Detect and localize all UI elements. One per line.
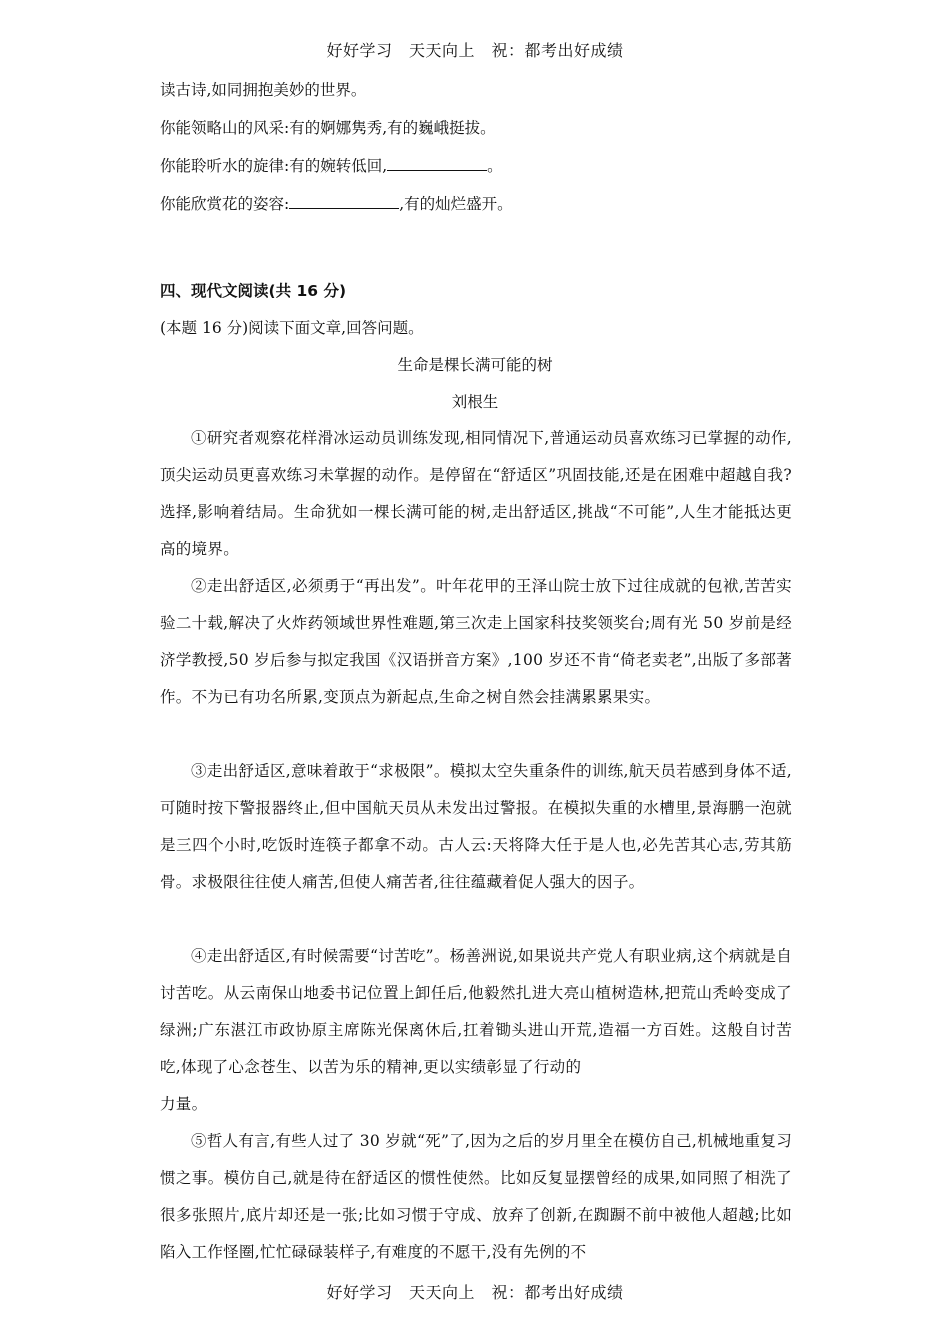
article-paragraph-3: ③走出舒适区,意味着敢于“求极限”。模拟太空失重条件的训练,航天员若感到身体不适,可随时按下警报器终止,但中国航天员从未发出过警报。在模拟失重的水槽里,景海鹏一泡就是三四个小时,吃饭时连筷子都拿不动。古人云:天将降大任于是人也,必先苦其心志,劳其筋骨。求极限往往使人痛苦,但使人痛苦者,往往蕴藏着促人强大的因子。 [160, 762, 792, 891]
answer-blank-1[interactable] [387, 155, 487, 171]
poem-line-2: 你能领略山的风采:有的婀娜隽秀,有的巍峨挺拔。 [160, 119, 496, 137]
poem-line-3 [160, 155, 800, 176]
article-author: 刘根生 [451, 393, 499, 411]
poem-line-3-text: 你能聆听水的旋律:有的婉转低回, [160, 157, 388, 175]
poem-line-4-end: ,有的灿烂盛开。 [399, 195, 513, 213]
section-instruction: (本题 16 分)阅读下面文章,回答问题。 [160, 319, 424, 337]
article-paragraph-4: ④走出舒适区,有时候需要“讨苦吃”。杨善洲说,如果说共产党人有职业病,这个病就是自讨苦吃。从云南保山地委书记位置上卸任后,他毅然扎进大亮山植树造林,把荒山秃岭变成了绿洲;广东湛江市政协原主席陈光保离休后,扛着锄头进山开荒,造福一方百姓。这般自讨苦吃,体现了心念苍生、以苦为乐的精神,更以实绩彰显了行动的 [160, 947, 792, 1076]
poem-line-3-end: 。 [487, 157, 503, 175]
article-title: 生命是棵长满可能的树 [397, 356, 553, 374]
page-header: 好好学习 天天向上 祝：都考出好成绩 [326, 41, 624, 60]
poem-line-1: 读古诗,如同拥抱美妙的世界。 [160, 81, 367, 99]
poem-line-4-text: 你能欣赏花的姿容: [160, 195, 290, 213]
article-paragraph-4-end: 力量。 [160, 1095, 208, 1113]
article-paragraph-2: ②走出舒适区,必须勇于“再出发”。叶年花甲的王泽山院士放下过往成就的包袱,苦苦实验二十载,解决了火炸药领域世界性难题,第三次走上国家科技奖领奖台;周有光 50 岁前是经济学教授,50 岁后参与拟定我国《汉语拼音方案》,100 岁还不肯“倚老卖老”,出版了多部著作。不为已有功名所累,变顶点为新起点,生命之树自然会挂满累累果实。 [160, 577, 792, 706]
article-paragraph-5: ⑤哲人有言,有些人过了 30 岁就“死”了,因为之后的岁月里全在模仿自己,机械地重复习惯之事。模仿自己,就是待在舒适区的惯性使然。比如反复显摆曾经的成果,如同照了相洗了很多张照片,底片却还是一张;比如习惯于守成、放弃了创新,在踟蹰不前中被他人超越;比如陷入工作怪圈,忙忙碌碌装样子,有难度的不愿干,没有先例的不 [160, 1132, 792, 1261]
poem-line-4 [160, 193, 800, 214]
answer-blank-2[interactable] [289, 193, 399, 209]
section-title: 四、现代文阅读(共 16 分) [160, 282, 347, 300]
page-footer: 好好学习 天天向上 祝：都考出好成绩 [326, 1283, 624, 1302]
article-paragraph-1: ①研究者观察花样滑冰运动员训练发现,相同情况下,普通运动员喜欢练习已掌握的动作,顶尖运动员更喜欢练习未掌握的动作。是停留在“舒适区”巩固技能,还是在困难中超越自我?选择,影响着结局。生命犹如一棵长满可能的树,走出舒适区,挑战“不可能”,人生才能抵达更高的境界。 [160, 429, 792, 558]
